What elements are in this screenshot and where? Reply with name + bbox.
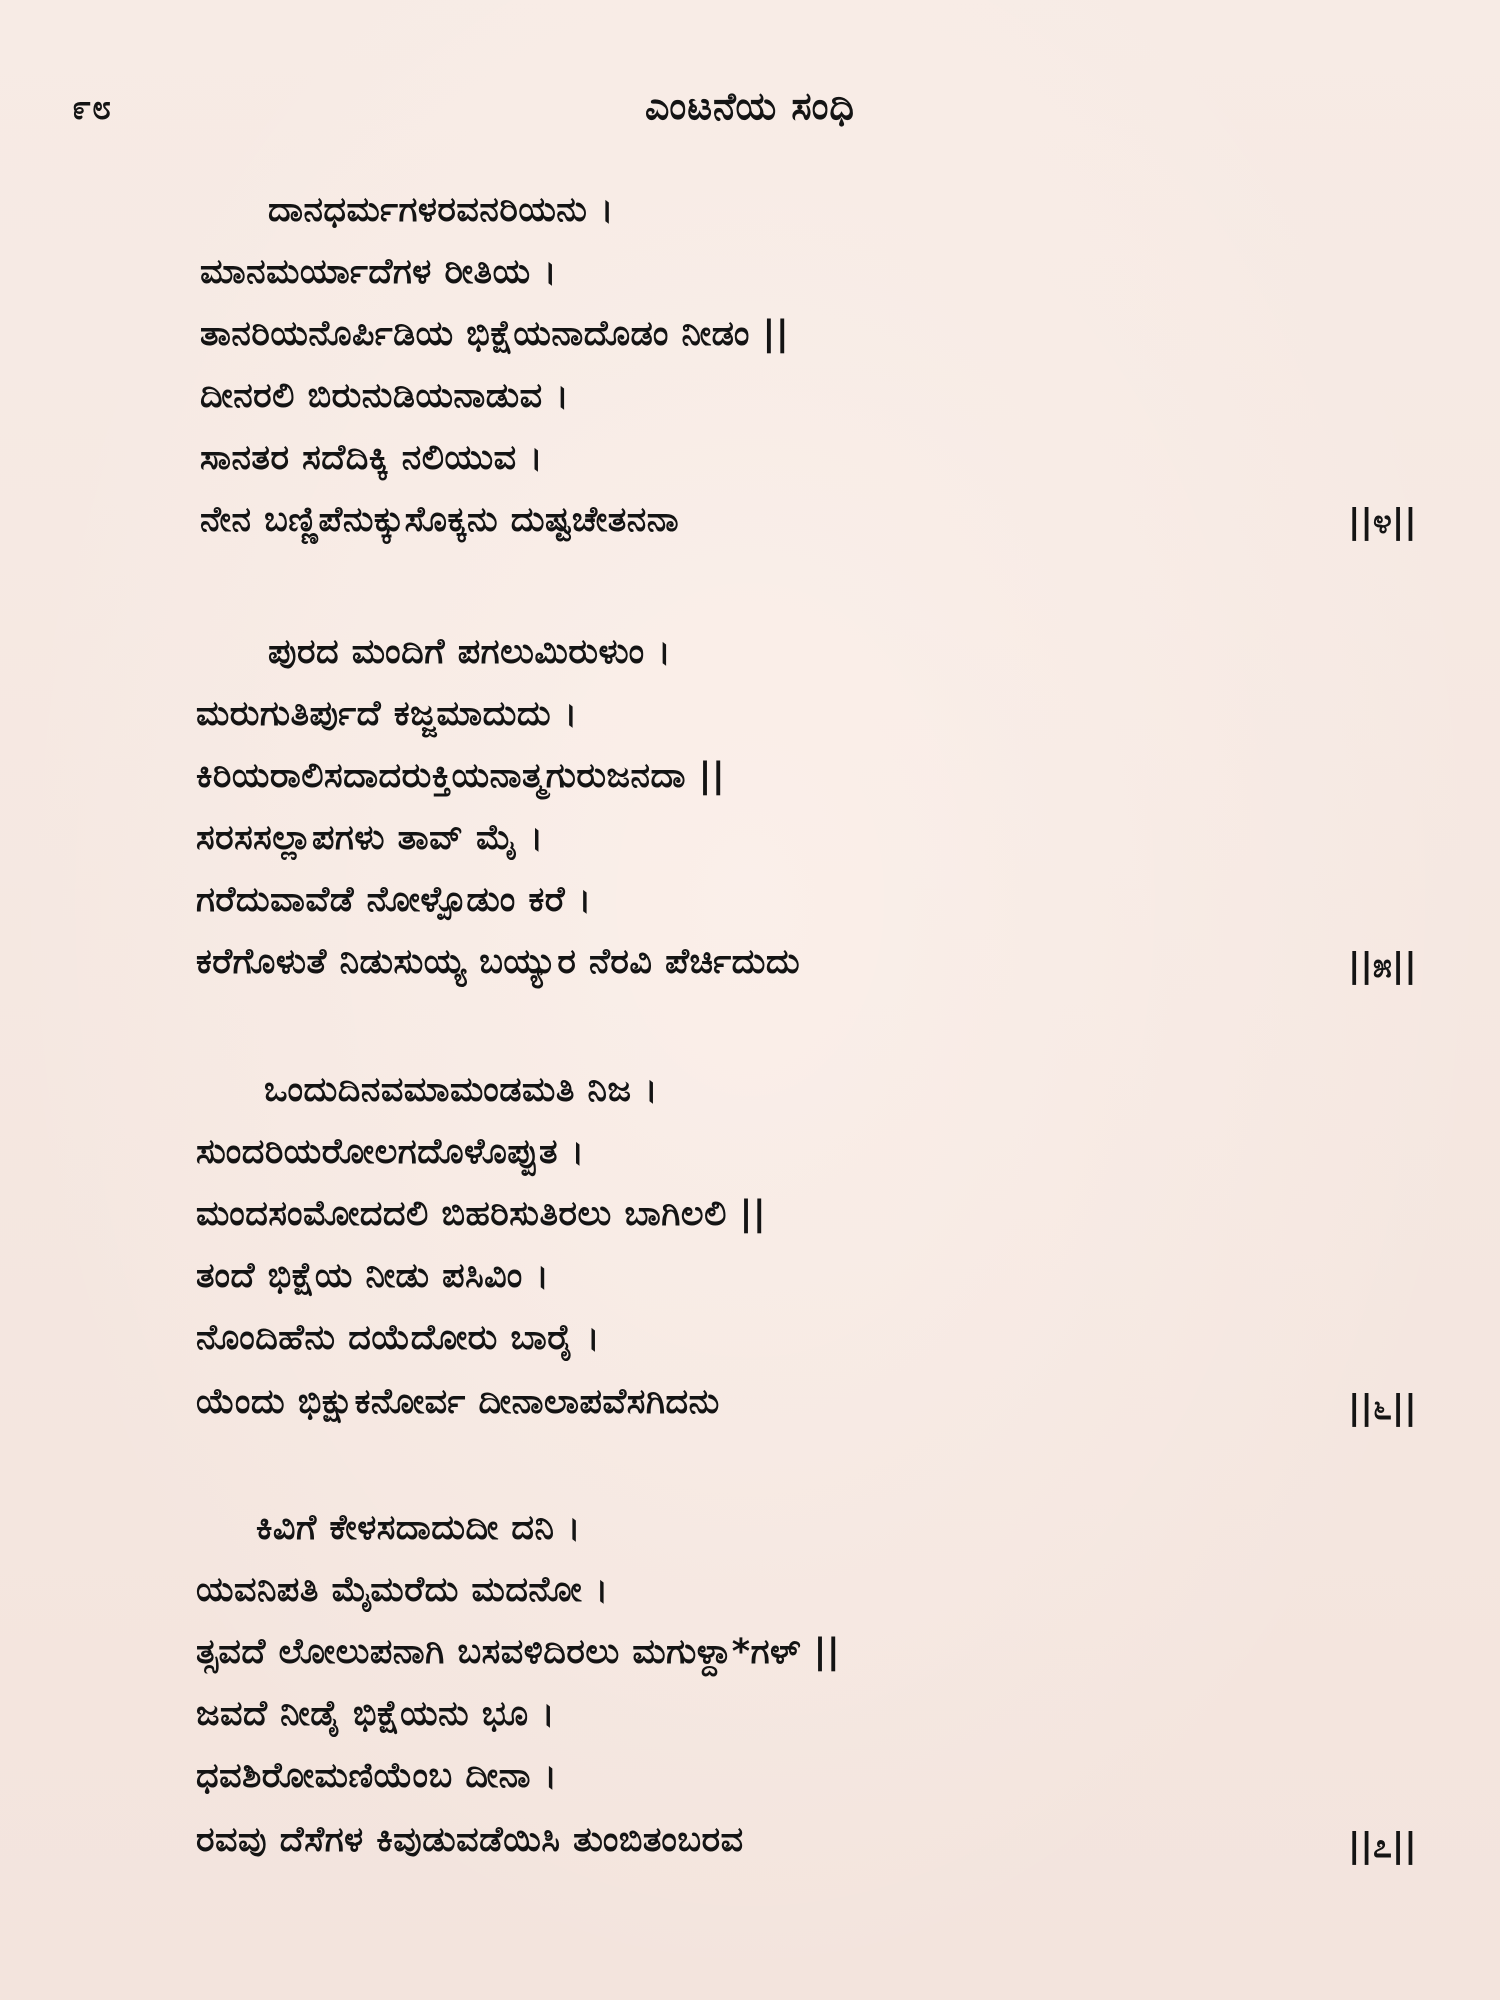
verse-line: ರವವು ದೆಸೆಗಳ ಕಿವುಡುವಡೆಯಿಸಿ ತುಂಬಿತಂಬರವ — [196, 1820, 744, 1860]
verse-line: ಕಿರಿಯರಾಲಿಸದಾದರುಕ್ತಿಯನಾತ್ಮಗುರುಜನದಾ || — [196, 756, 726, 796]
verse-line: ಯವನಿಪತಿ ಮೈಮರೆದು ಮದನೋ । — [196, 1570, 609, 1610]
verse-number: ||೭|| — [1348, 1826, 1417, 1866]
verse-line: ಸರಸಸಲ್ಲಾಪಗಳು ತಾವ್ ಮೈ । — [196, 818, 544, 858]
verse-line: ತ್ಸವದೆ ಲೋಲುಪನಾಗಿ ಬಸವಳಿದಿರಲು ಮಗುಳ್ದಾ*ಗಳ್ || — [196, 1632, 841, 1672]
verse-line: ನೊಂದಿಹೆನು ದಯೆದೋರು ಬಾರೈ । — [196, 1318, 601, 1358]
verse-line: ಸುಂದರಿಯರೋಲಗದೊಳೊಪ್ಪುತ । — [196, 1132, 585, 1172]
verse-line: ತಾನರಿಯನೊರ್ಪಿಡಿಯ ಭಿಕ್ಷೆಯನಾದೊಡಂ ನೀಡಂ || — [200, 314, 790, 354]
running-title: ಎಂಟನೆಯ ಸಂಧಿ — [645, 84, 855, 128]
verse-number: ||೬|| — [1348, 1388, 1417, 1428]
verse-line: ಮಂದಸಂಮೋದದಲಿ ಬಿಹರಿಸುತಿರಲು ಬಾಗಿಲಲಿ || — [196, 1194, 767, 1234]
verse-line: ದಾನಧರ್ಮಗಳರವನರಿಯನು । — [268, 190, 614, 230]
verse-line: ಜವದೆ ನೀಡೈ ಭಿಕ್ಷೆಯನು ಭೂ । — [196, 1694, 556, 1734]
verse-line: ತಂದೆ ಭಿಕ್ಷೆಯ ನೀಡು ಪಸಿವಿಂ । — [196, 1256, 550, 1296]
verse-number: ||೪|| — [1348, 502, 1417, 542]
verse-line: ಮಾನಮರ್ಯಾದೆಗಳ ರೀತಿಯ । — [200, 252, 558, 292]
verse-line: ಗರೆದುವಾವೆಡೆ ನೋಳ್ಪೊಡುಂ ಕರೆ । — [196, 880, 592, 920]
verse-line: ನೇನ ಬಣ್ಣಿಪೆನುಕ್ಕುಸೊಕ್ಕನು ದುಷ್ಟಚೇತನನಾ — [200, 500, 680, 540]
verse-line: ಕರೆಗೊಳುತೆ ನಿಡುಸುಯ್ಯ ಬಯ್ಯುರ ನೆರವಿ ಪೆರ್ಚಿದುದು — [196, 942, 801, 982]
verse-number: ||೫|| — [1348, 946, 1417, 986]
verse-line: ಯೆಂದು ಭಿಕ್ಷುಕನೋರ್ವ ದೀನಾಲಾಪವೆಸಗಿದನು — [196, 1382, 720, 1422]
verse-line: ಮರುಗುತಿರ್ಪುದೆ ಕಜ್ಜಮಾದುದು । — [196, 694, 578, 734]
verse-line: ದೀನರಲಿ ಬಿರುನುಡಿಯನಾಡುವ । — [200, 376, 570, 416]
verse-line: ಒಂದುದಿನವಮಾಮಂಡಮತಿ ನಿಜ । — [264, 1070, 659, 1110]
verse-line: ಸಾನತರ ಸದೆದಿಕ್ಕಿ ನಲಿಯುವ । — [200, 438, 544, 478]
page-number: ೯೮ — [72, 88, 113, 128]
verse-line: ಧವಶಿರೋಮಣಿಯೆಂಬ ದೀನಾ । — [196, 1756, 558, 1796]
verse-line: ಕಿವಿಗೆ ಕೇಳಸದಾದುದೀ ದನಿ । — [256, 1508, 581, 1548]
verse-line: ಪುರದ ಮಂದಿಗೆ ಪಗಲುಮಿರುಳುಂ । — [268, 632, 672, 672]
